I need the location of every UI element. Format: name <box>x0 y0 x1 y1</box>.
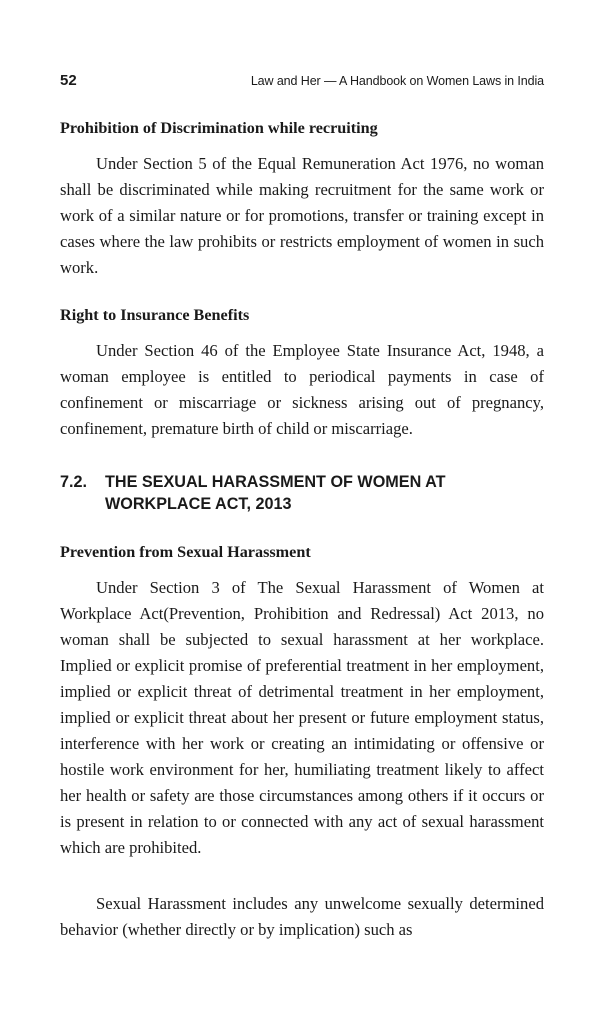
section-number: 7.2. <box>60 473 88 491</box>
paragraph-section-3: Under Section 3 of The Sexual Harassment of Women at Workplace Act(Prevention, Prohibition and Redressal) Act 2013, no woman shall be subjected to sexual harassment at her workplace. Implied or explicit promise of preferential treatment in her employment, implied or explicit threat of detrimental treatment in her employment, implied or explicit threat about her present or future employment status, interference with her work or creating an intimidating or offensive or hostile work environment for her, humiliating treatment likely to affect her health or safety are those circumstances among others if it occurs or is present in relation to or connected with any act of sexual harassment which are prohibited. <box>60 578 544 857</box>
running-head: Law and Her — A Handbook on Women Laws in India <box>250 74 544 88</box>
page-number: 52 <box>60 72 77 89</box>
section-title: THE SEXUAL HARASSMENT OF WOMEN AT WORKPLACE ACT, 2013 <box>105 473 446 513</box>
subheading-prohibition-of-discrimination: Prohibition of Discrimination while recruiting <box>60 119 378 137</box>
paragraph-definition: Sexual Harassment includes any unwelcome sexually determined behavior (whether directly or by implication) such as <box>60 894 544 939</box>
paragraph-esi-act: Under Section 46 of the Employee State Insurance Act, 1948, a woman employee is entitled to periodical payments in case of confinement or miscarriage or sickness arising out of pregnancy, confinement, premature birth of child or miscarriage. <box>60 341 544 438</box>
subheading-insurance-benefits: Right to Insurance Benefits <box>60 306 250 324</box>
paragraph-equal-remuneration: Under Section 5 of the Equal Remuneration Act 1976, no woman shall be discriminated while making recruitment for the same work or work of a similar nature or for promotions, transfer or training except in cases where the law prohibits or restricts employment of women in such work. <box>60 154 544 277</box>
subheading-prevention-sexual-harassment: Prevention from Sexual Harassment <box>60 543 311 561</box>
page-header <box>60 72 544 94</box>
